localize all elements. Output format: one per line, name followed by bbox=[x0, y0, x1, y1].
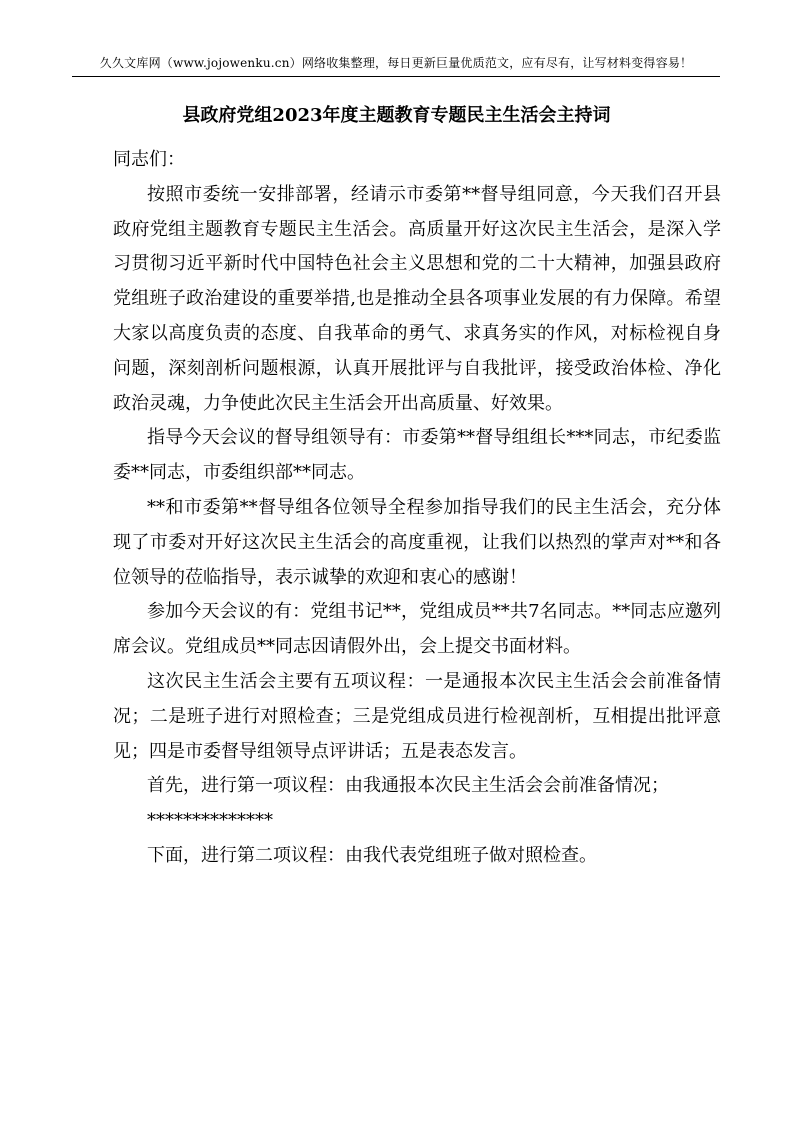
paragraph-6: 首先，进行第一项议程：由我通报本次民主生活会会前准备情况； bbox=[147, 775, 669, 797]
paragraph-1: 按照市委统一安排部署，经请示市委第**督导组同意，今天我们召开县政府党组主题教育专题民主生活会。高质量开好这次民主生活会，是深入学习贯彻习近平新时代中国特色社会主义思想和党的二十大精神，加强县政府党组班子政治建设的重要举措,也是推动全县各项事业发展的有力保障。希望大家以高度负责的态度、自我革命的勇气、求真务实的作风，对标检视自身问题，深刻剖析问题根源，认真开展批评与自我批评，接受政治体检、净化政治灵魂，力争使此次民主生活会开出高质量、好效果。 bbox=[113, 183, 721, 414]
header-rule bbox=[72, 76, 720, 77]
document-body bbox=[113, 143, 721, 874]
paragraph-4: 参加今天会议的有：党组书记**，党组成员**共7名同志。**同志应邀列席会议。党组成员**同志因请假外出，会上提交书面材料。 bbox=[113, 601, 721, 658]
salutation: 同志们： bbox=[113, 149, 185, 170]
page-header: 久久文库网（www.jojowenku.cn）网络收集整理，每日更新巨量优质范文，应有尽有，让写材料变得容易！ bbox=[99, 56, 693, 70]
paragraph-2: 指导今天会议的督导组领导有：市委第**督导组组长***同志，市纪委监委**同志，市委组织部**同志。 bbox=[113, 427, 721, 484]
separator-stars: ************** bbox=[147, 810, 273, 832]
paragraph-7: 下面，进行第二项议程：由我代表党组班子做对照检查。 bbox=[147, 844, 597, 866]
paragraph-5: 这次民主生活会主要有五项议程：一是通报本次民主生活会会前准备情况；二是班子进行对照检查；三是党组成员进行检视剖析，互相提出批评意见；四是市委督导组领导点评讲话；五是表态发言。 bbox=[113, 670, 721, 762]
document-title: 县政府党组2023年度主题教育专题民主生活会主持词 bbox=[182, 105, 611, 126]
paragraph-3: **和市委第**督导组各位领导全程参加指导我们的民主生活会，充分体现了市委对开好这次民主生活会的高度重视，让我们以热烈的掌声对**和各位领导的莅临指导，表示诚挚的欢迎和衷心的感谢！ bbox=[113, 496, 721, 588]
